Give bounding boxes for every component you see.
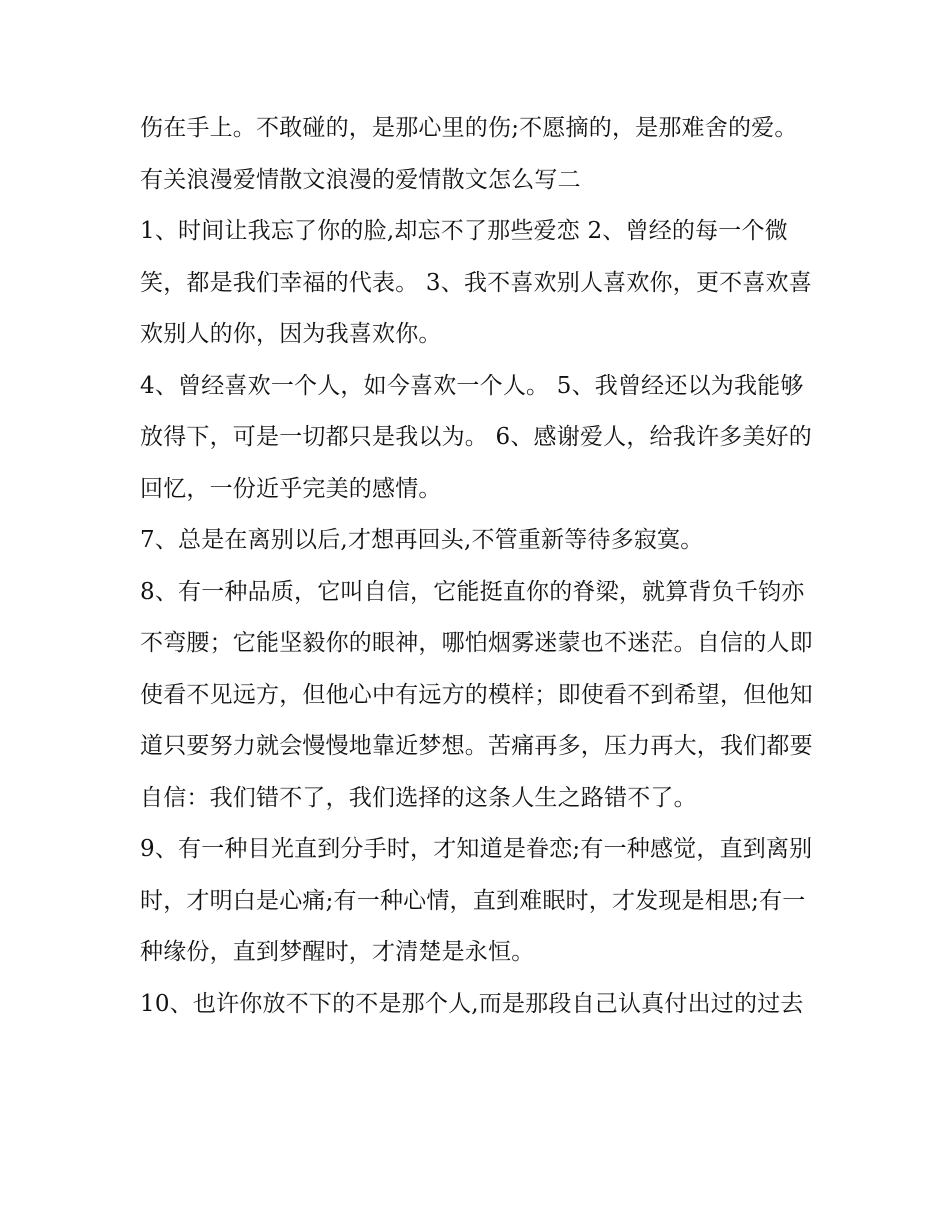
paragraph-7: 10、也许你放不下的不是那个人,而是那段自己认真付出过的过去 — [140, 990, 804, 1017]
paragraph-3: 4、曾经喜欢一个人，如今喜欢一个人。 5、我曾经还以为我能够放得下，可是一切都只是我以为。 6、感谢爱人，给我许多美好的回忆，一份近乎完美的感情。 — [140, 372, 812, 502]
paragraph-1: 伤在手上。不敢碰的，是那心里的伤;不愿摘的，是那难舍的爱。 有关浪漫爱情散文浪漫的爱情散文怎么写二 — [140, 115, 798, 193]
paragraph-5: 8、有一种品质，它叫自信，它能挺直你的脊梁，就算背负千钧亦不弯腰；它能坚毅你的眼神，哪怕烟雾迷蒙也不迷茫。自信的人即使看不见远方，但他心中有远方的模样；即使看不到希望，但他知道只要努力就会慢慢地靠近梦想。苦痛再多，压力再大，我们都要自信：我们错不了，我们选择的这条人生之路错不了。 — [140, 578, 813, 811]
paragraph-6: 9、有一种目光直到分手时，才知道是眷恋;有一种感觉，直到离别时，才明白是心痛;有一种心情，直到难眠时，才发现是相思;有一种缘份，直到梦醒时，才清楚是永恒。 — [140, 836, 813, 965]
document-body — [140, 103, 820, 1030]
paragraph-2: 1、时间让我忘了你的脸,却忘不了那些爱恋 2、曾经的每一个微笑，都是我们幸福的代表。 3、我不喜欢别人喜欢你，更不喜欢喜欢别人的你，因为我喜欢你。 — [140, 218, 812, 347]
paragraph-4: 7、总是在离别以后,才想再回头,不管重新等待多寂寞。 — [140, 527, 704, 553]
